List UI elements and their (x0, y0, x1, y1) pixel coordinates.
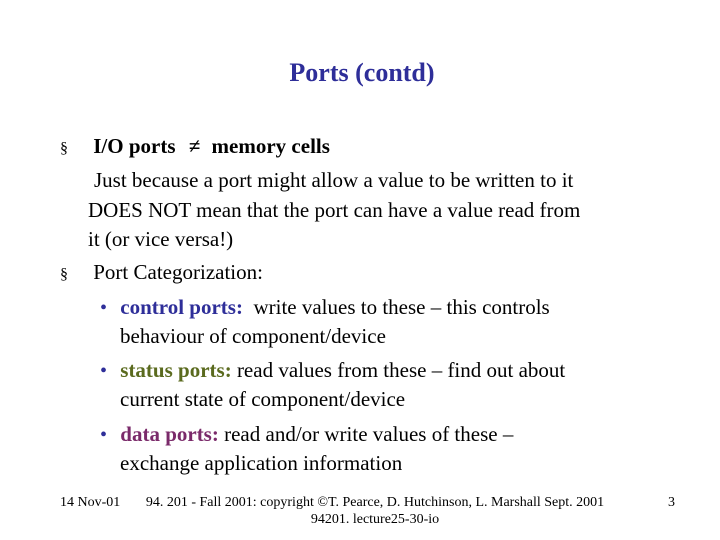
bullet-marker: § (60, 266, 68, 283)
subitem-marker: • (100, 360, 108, 382)
bullet-marker: § (60, 140, 68, 157)
subitem-label: data ports: (120, 422, 219, 446)
subitem-status-ports-line-2: current state of component/device (120, 387, 406, 411)
not-equal-symbol: ≠ (188, 134, 201, 158)
bullet-io-ports (60, 134, 330, 161)
bullet-heading-b: memory cells (211, 134, 330, 158)
subitem-marker: • (100, 297, 108, 319)
bullet-port-categorization (60, 260, 263, 287)
subitem-data-ports-line-2: exchange application information (120, 451, 403, 475)
footer-course-line-2: 94201. lecture25-30-io (310, 512, 440, 527)
bullet-body-line-1: Just because a port might allow a value to be written to it (94, 168, 574, 192)
footer-course-line-1: 94. 201 - Fall 2001: copyright ©T. Pearce, D. Hutchinson, L. Marshall Sept. 2001 (145, 495, 605, 510)
slide-title: Ports (contd) (289, 58, 435, 87)
bullet-heading: Port Categorization: (93, 260, 263, 284)
subitem-line-1: read values from these – find out about (231, 358, 566, 382)
footer-page-number: 3 (668, 495, 675, 510)
bullet-heading-a: I/O ports (93, 134, 176, 158)
subitem-control-ports (100, 295, 550, 320)
subitem-control-ports-line-2: behaviour of component/device (120, 324, 386, 348)
footer-course (140, 494, 610, 528)
bullet-body-line-3: it (or vice versa!) (88, 227, 234, 251)
subitem-status-ports (100, 358, 565, 383)
subitem-label: control ports: (120, 295, 243, 319)
subitem-line-1: write values to these – this controls (242, 295, 550, 319)
subitem-label: status ports: (120, 358, 232, 382)
subitem-data-ports (100, 422, 513, 447)
subitem-marker: • (100, 424, 108, 446)
subitem-line-1: read and/or write values of these – (218, 422, 514, 446)
footer-date: 14 Nov-01 (60, 495, 121, 510)
bullet-body-line-2: DOES NOT mean that the port can have a value read from (88, 198, 581, 222)
